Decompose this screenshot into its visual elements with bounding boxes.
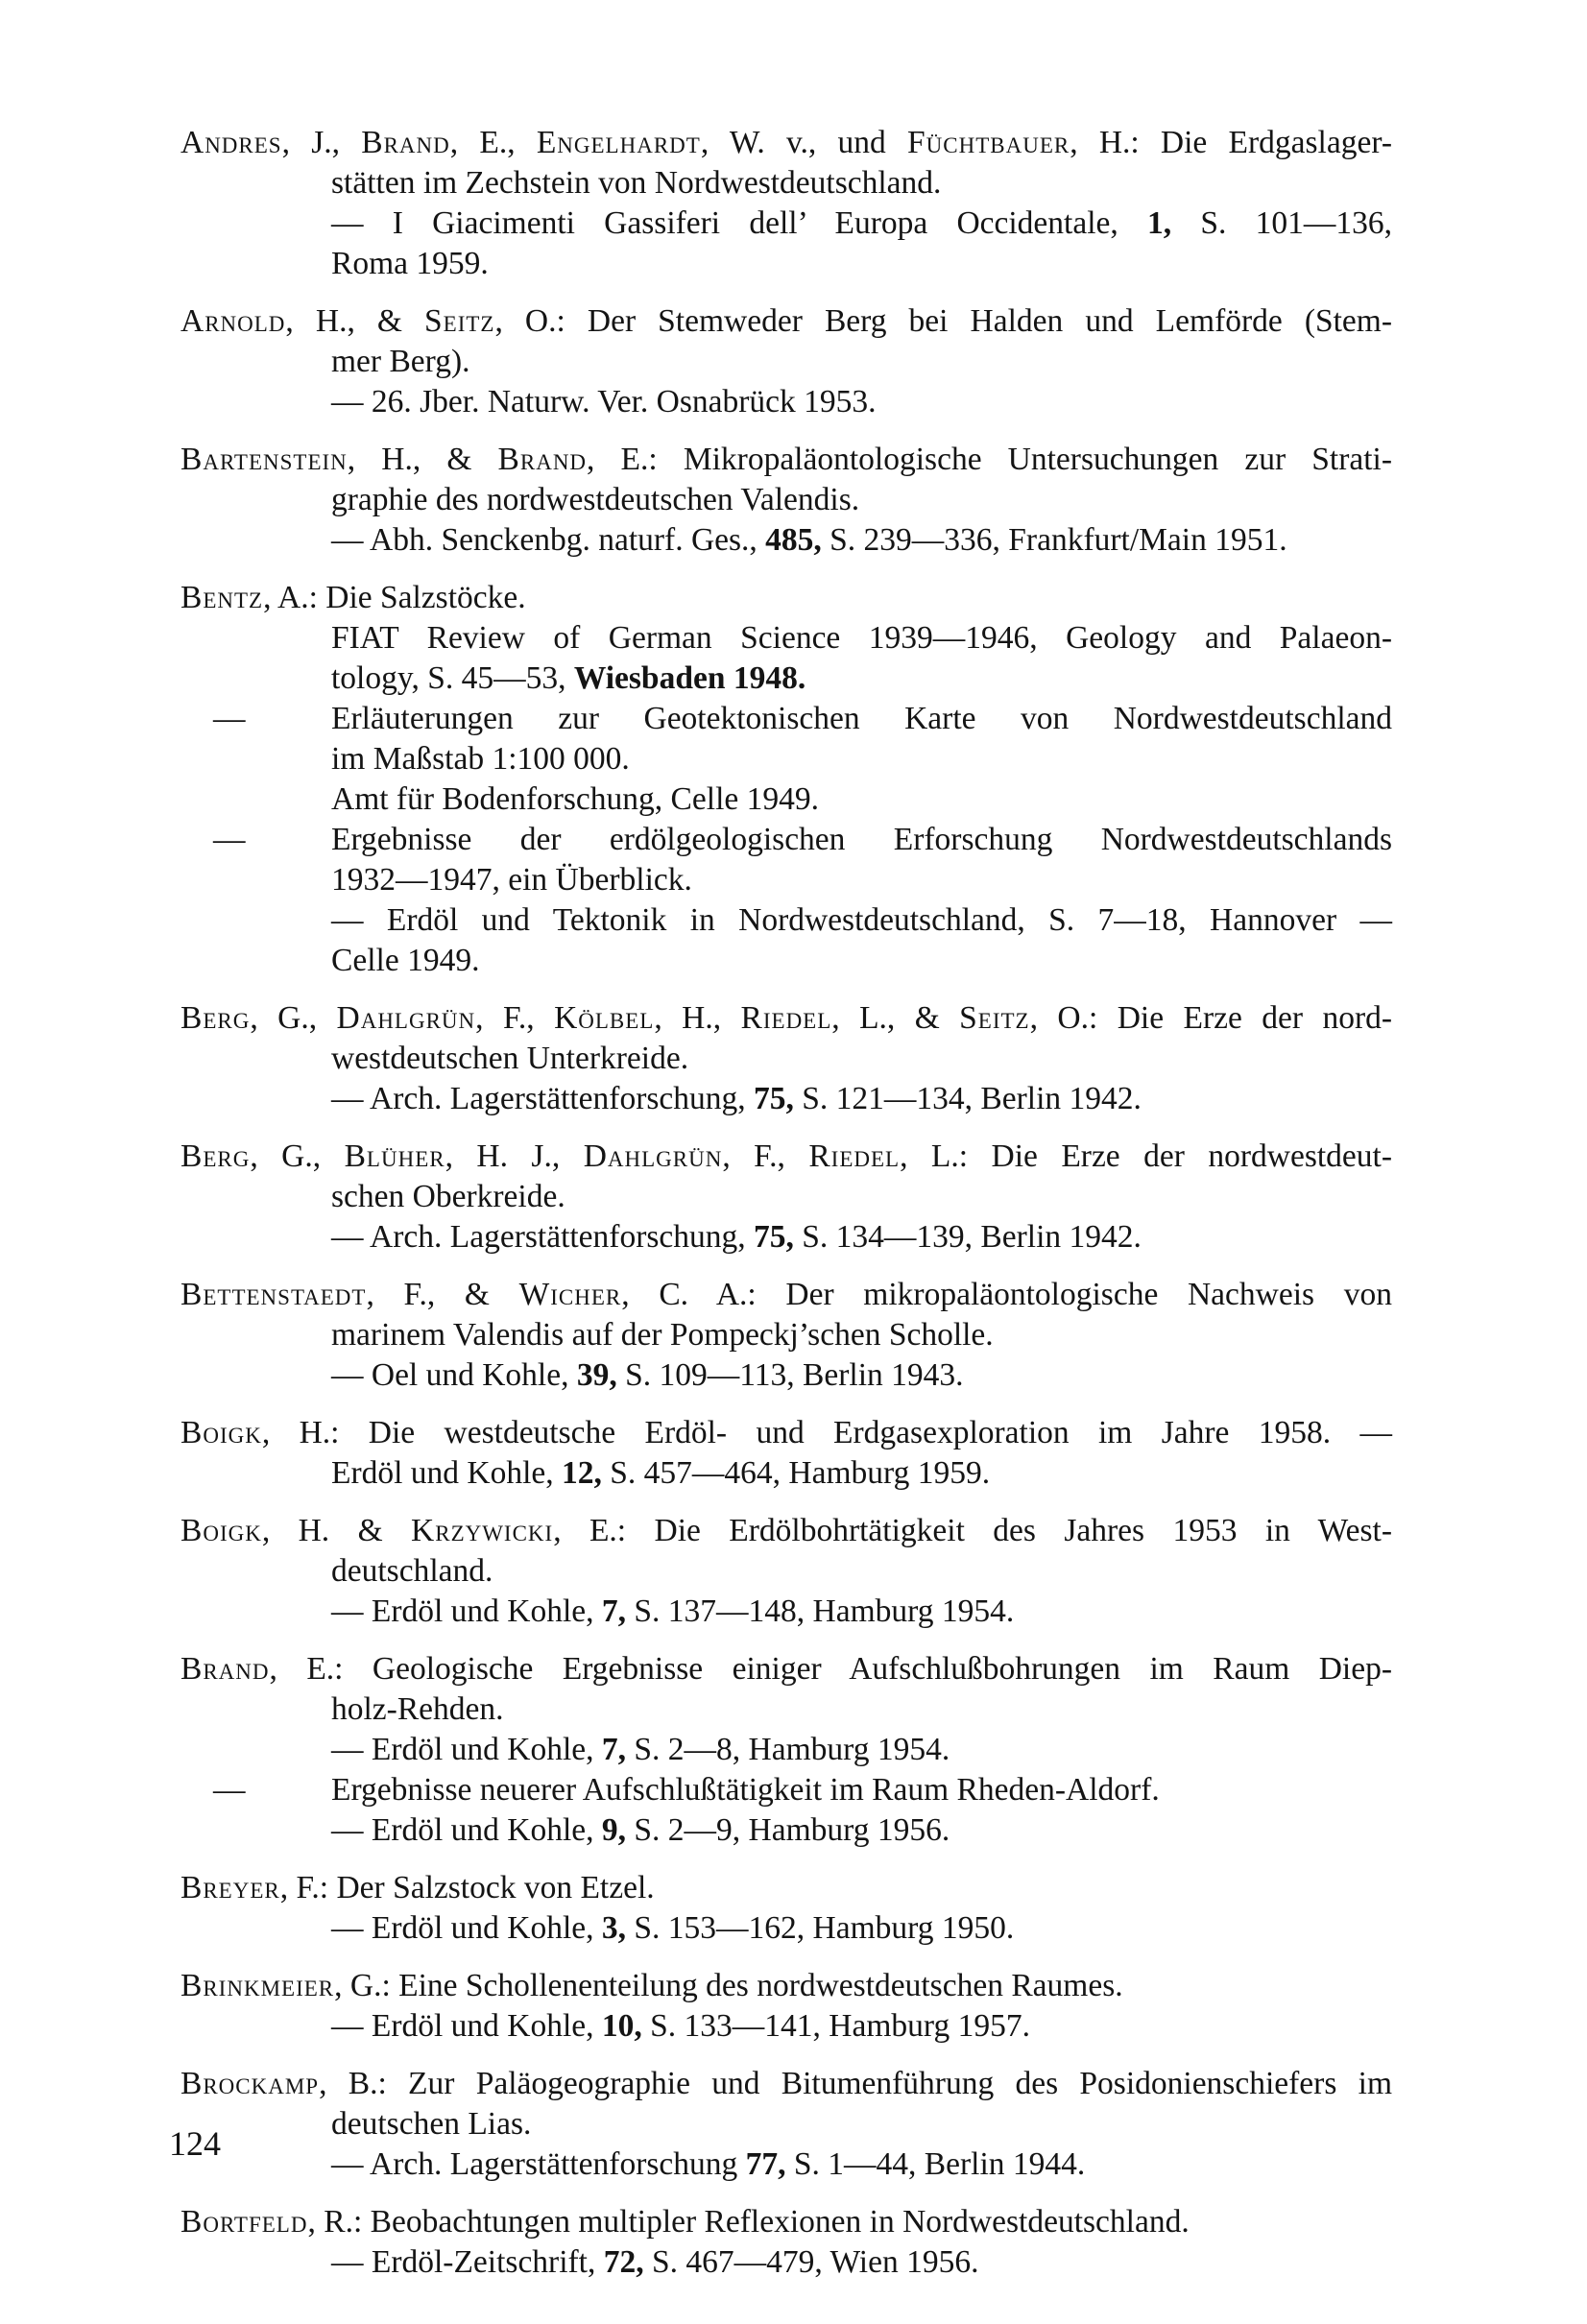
- entry-line-text: [331, 1770, 1392, 1810]
- entry-text: Roma 1959.: [331, 246, 489, 281]
- entry-line-text: [331, 699, 1392, 739]
- entry-text: 39,: [576, 1357, 617, 1393]
- author-name: Brand: [180, 1651, 270, 1687]
- entry-line: [180, 618, 1392, 659]
- author-name: Bortfeld: [180, 2204, 308, 2240]
- entry-text: S. 137—148, Hamburg 1954.: [626, 1593, 1015, 1629]
- entry-text: S. 109—113, Berlin 1943.: [616, 1357, 964, 1393]
- author-name: Füchtbauer: [907, 125, 1070, 160]
- entry-line: [180, 1177, 1392, 1217]
- bibliography-entry: [180, 1275, 1392, 1396]
- entry-text: , H.,: [654, 1000, 741, 1036]
- entry-text: Erläuterungen zur Geotektonischen Karte von Nordwestdeutschland: [331, 701, 1392, 736]
- entry-text: — Erdöl und Kohle,: [331, 1732, 602, 1767]
- entry-line: [180, 1511, 1392, 1551]
- author-name: Dahlgrün: [336, 1000, 476, 1036]
- entry-text: — Abh. Senckenbg. naturf. Ges.,: [331, 522, 766, 558]
- author-name: Brand: [497, 442, 588, 477]
- entry-line: [180, 1592, 1392, 1632]
- author-name: Riedel: [740, 1000, 832, 1036]
- author-name: Krzywicki: [411, 1513, 554, 1548]
- entry-text: , H., &: [347, 442, 498, 477]
- entry-text: S. 134—139, Berlin 1942.: [793, 1219, 1142, 1255]
- entry-text: 7,: [601, 1732, 627, 1767]
- entry-text: — 26. Jber. Naturw. Ver. Osnabrück 1953.: [331, 384, 877, 419]
- entry-text: — Erdöl und Kohle,: [331, 1812, 602, 1848]
- entry-text: S. 467—479, Wien 1956.: [643, 2244, 979, 2280]
- entry-text: 10,: [601, 2008, 642, 2044]
- entry-text: , O.: Der Stemweder Berg bei Halden und Lemförde (Stem-: [494, 303, 1393, 339]
- entry-line: [180, 1551, 1392, 1592]
- entry-line: [180, 1689, 1392, 1730]
- entry-text: S. 133—141, Hamburg 1957.: [641, 2008, 1030, 2044]
- entry-text: , G.: Eine Schollenenteilung des nordwestdeutschen Raumes.: [334, 1968, 1123, 2003]
- bibliography-entry: [180, 998, 1392, 1119]
- entry-text: — Oel und Kohle,: [331, 1357, 577, 1393]
- entry-text: S. 2—8, Hamburg 1954.: [626, 1732, 950, 1767]
- entry-line: [180, 941, 1392, 981]
- entry-text: , F.: Der Salzstock von Etzel.: [279, 1870, 655, 1905]
- bibliography-entry: [180, 440, 1392, 561]
- entry-text: 75,: [754, 1081, 794, 1116]
- entry-line: [180, 244, 1392, 284]
- author-name: Riedel: [808, 1138, 901, 1174]
- entry-line: [180, 1137, 1392, 1177]
- entry-text: , E.: Mikropaläontologische Untersuchungen zur Strati-: [587, 442, 1392, 477]
- ditto-dash: —: [213, 701, 246, 736]
- author-name: Berg: [180, 1138, 251, 1174]
- entry-line: [180, 860, 1392, 900]
- entry-line: [180, 1810, 1392, 1851]
- entry-text: S. 2—9, Hamburg 1956.: [626, 1812, 950, 1848]
- entry-line: [180, 440, 1392, 480]
- entry-text: 1,: [1147, 205, 1172, 241]
- entry-line: [180, 1413, 1392, 1453]
- author-name: Engelhardt: [536, 125, 701, 160]
- entry-line: [180, 699, 1392, 739]
- entry-text: — Arch. Lagerstättenforschung: [331, 2146, 746, 2182]
- entry-line: [180, 1275, 1392, 1315]
- entry-line: [180, 382, 1392, 422]
- author-name: Bentz: [180, 580, 264, 615]
- entry-text: — I Giacimenti Gassiferi dell’ Europa Occidentale,: [331, 205, 1148, 241]
- author-name: Andres: [180, 125, 282, 160]
- entry-line: [180, 123, 1392, 163]
- entry-line: [180, 739, 1392, 779]
- entry-text: , E.,: [449, 125, 537, 160]
- entry-text: 12,: [562, 1455, 602, 1491]
- bibliography-entry: [180, 1413, 1392, 1494]
- entry-text: S. 121—134, Berlin 1942.: [793, 1081, 1142, 1116]
- entry-line: [180, 578, 1392, 618]
- entry-text: — Erdöl-Zeitschrift,: [331, 2244, 604, 2280]
- entry-line: [180, 1908, 1392, 1949]
- author-name: Brinkmeier: [180, 1968, 335, 2003]
- entry-text: , A.: Die Salzstöcke.: [263, 580, 526, 615]
- author-name: Kölbel: [554, 1000, 655, 1036]
- entry-text: , G.,: [250, 1000, 337, 1036]
- entry-line: [180, 520, 1392, 561]
- bibliography-entry: [180, 1511, 1392, 1632]
- bibliography-entry: [180, 578, 1392, 981]
- entry-line: [180, 659, 1392, 699]
- entry-text: deutschen Lias.: [331, 2106, 532, 2142]
- entry-text: Amt für Bodenforschung, Celle 1949.: [331, 781, 819, 817]
- bibliography-entry: [180, 1966, 1392, 2047]
- entry-line: [180, 1730, 1392, 1770]
- entry-line: [180, 1355, 1392, 1396]
- bibliography-entry: [180, 1137, 1392, 1258]
- entry-text: 77,: [745, 2146, 786, 2182]
- entry-line: [180, 900, 1392, 941]
- entry-text: holz-Rehden.: [331, 1691, 504, 1727]
- author-name: Seitz: [424, 303, 495, 339]
- entry-text: , L.: Die Erze der nordwestdeut-: [900, 1138, 1392, 1174]
- entry-line: [180, 1315, 1392, 1355]
- author-name: Brockamp: [180, 2066, 320, 2101]
- entry-line: [180, 1079, 1392, 1119]
- entry-line: [180, 1770, 1392, 1810]
- entry-text: S. 101—136,: [1171, 205, 1392, 241]
- entry-text: schen Oberkreide.: [331, 1179, 565, 1214]
- ditto-dash: —: [213, 822, 246, 857]
- entry-line: [180, 204, 1392, 244]
- entry-line: [180, 301, 1392, 342]
- author-name: Seitz: [959, 1000, 1030, 1036]
- ditto-dash: —: [213, 1772, 246, 1808]
- entry-text: S. 1—44, Berlin 1944.: [785, 2146, 1086, 2182]
- author-name: Dahlgrün: [583, 1138, 723, 1174]
- entry-line: [180, 1868, 1392, 1908]
- entry-text: im Maßstab 1:100 000.: [331, 741, 630, 777]
- entry-text: — Erdöl und Tektonik in Nordwestdeutschland, S. 7—18, Hannover —: [331, 902, 1392, 938]
- entry-text: , C. A.: Der mikropaläontologische Nachweis von: [621, 1277, 1393, 1312]
- author-name: Wicher: [518, 1277, 622, 1312]
- bibliography-list: [180, 123, 1392, 2300]
- entry-text: 1932—1947, ein Überblick.: [331, 862, 692, 898]
- entry-text: westdeutschen Unterkreide.: [331, 1041, 689, 1076]
- entry-text: S. 239—336, Frankfurt/Main 1951.: [821, 522, 1287, 558]
- bibliography-entry: [180, 301, 1392, 422]
- author-name: Breyer: [180, 1870, 280, 1905]
- bibliography-entry: [180, 123, 1392, 284]
- entry-text: 7,: [601, 1593, 627, 1629]
- bibliography-entry: [180, 1868, 1392, 1949]
- entry-text: stätten im Zechstein von Nordwestdeutschland.: [331, 165, 942, 201]
- bibliography-entry: [180, 1649, 1392, 1851]
- entry-text: , F.,: [475, 1000, 555, 1036]
- entry-text: — Arch. Lagerstättenforschung,: [331, 1219, 755, 1255]
- entry-line: [180, 820, 1392, 860]
- entry-text: 75,: [754, 1219, 794, 1255]
- entry-text: 9,: [601, 1812, 627, 1848]
- entry-text: — Erdöl und Kohle,: [331, 2008, 602, 2044]
- entry-text: , H. &: [261, 1513, 412, 1548]
- entry-text: , J.,: [281, 125, 362, 160]
- entry-text: — Erdöl und Kohle,: [331, 1593, 602, 1629]
- author-name: Bartenstein: [180, 442, 348, 477]
- entry-text: , R.: Beobachtungen multipler Reflexionen in Nordwestdeutschland.: [307, 2204, 1190, 2240]
- entry-line-text: [331, 820, 1392, 860]
- bibliography-entry: [180, 2202, 1392, 2283]
- author-name: Bettenstaedt: [180, 1277, 367, 1312]
- entry-line: [180, 1039, 1392, 1079]
- entry-text: , H.: Die westdeutsche Erdöl- und Erdgasexploration im Jahre 1958. —: [261, 1415, 1392, 1450]
- entry-line: [180, 2202, 1392, 2242]
- author-name: Berg: [180, 1000, 251, 1036]
- entry-line: [180, 2242, 1392, 2283]
- author-name: Blüher: [344, 1138, 445, 1174]
- entry-text: , G.,: [250, 1138, 345, 1174]
- entry-text: Erdöl und Kohle,: [331, 1455, 563, 1491]
- entry-line: [180, 2064, 1392, 2104]
- entry-text: — Erdöl und Kohle,: [331, 1910, 602, 1946]
- entry-line: [180, 1217, 1392, 1258]
- entry-text: , F., &: [366, 1277, 519, 1312]
- entry-text: tology, S. 45—53,: [331, 660, 574, 696]
- entry-text: , W. v., und: [700, 125, 908, 160]
- entry-text: — Arch. Lagerstättenforschung,: [331, 1081, 755, 1116]
- author-name: Arnold: [180, 303, 286, 339]
- entry-line: [180, 2104, 1392, 2144]
- entry-line: [180, 779, 1392, 820]
- author-name: Boigk: [180, 1513, 262, 1548]
- entry-line: [180, 163, 1392, 204]
- entry-text: S. 153—162, Hamburg 1950.: [626, 1910, 1015, 1946]
- entry-line: [180, 1966, 1392, 2006]
- entry-text: , E.: Geologische Ergebnisse einiger Aufschlußbohrungen im Raum Diep-: [269, 1651, 1392, 1687]
- bibliography-entry: [180, 2064, 1392, 2185]
- entry-text: 72,: [603, 2244, 644, 2280]
- entry-text: deutschland.: [331, 1553, 493, 1589]
- entry-text: , H. J.,: [445, 1138, 584, 1174]
- entry-line: [180, 2144, 1392, 2185]
- entry-text: , F.,: [722, 1138, 809, 1174]
- entry-text: Celle 1949.: [331, 943, 480, 978]
- entry-line: [180, 998, 1392, 1039]
- entry-text: marinem Valendis auf der Pompeckj’schen Scholle.: [331, 1317, 994, 1353]
- entry-text: 485,: [765, 522, 822, 558]
- entry-line: [180, 1453, 1392, 1494]
- entry-line: [180, 1649, 1392, 1689]
- entry-text: 3,: [601, 1910, 627, 1946]
- author-name: Boigk: [180, 1415, 262, 1450]
- entry-text: FIAT Review of German Science 1939—1946, Geology and Palaeon-: [331, 620, 1392, 656]
- entry-line: [180, 342, 1392, 382]
- page-number: 124: [169, 2124, 221, 2163]
- entry-text: , B.: Zur Paläogeographie und Bitumenführung des Posidonienschiefers im: [319, 2066, 1392, 2101]
- entry-text: S. 457—464, Hamburg 1959.: [601, 1455, 991, 1491]
- entry-text: Wiesbaden 1948.: [573, 660, 806, 696]
- entry-text: , L., &: [831, 1000, 960, 1036]
- entry-text: Ergebnisse der erdölgeologischen Erforschung Nordwestdeutschlands: [331, 822, 1392, 857]
- entry-text: , E.: Die Erdölbohrtätigkeit des Jahres 1953 in West-: [553, 1513, 1392, 1548]
- entry-line: [180, 2006, 1392, 2047]
- entry-text: , H.: Die Erdgaslager-: [1070, 125, 1392, 160]
- entry-text: mer Berg).: [331, 344, 470, 379]
- entry-text: , H., &: [285, 303, 425, 339]
- entry-text: Ergebnisse neuerer Aufschlußtätigkeit im Raum Rheden-Aldorf.: [331, 1772, 1160, 1808]
- author-name: Brand: [361, 125, 450, 160]
- entry-line: [180, 480, 1392, 520]
- entry-text: graphie des nordwestdeutschen Valendis.: [331, 482, 860, 517]
- entry-text: , O.: Die Erze der nord-: [1029, 1000, 1393, 1036]
